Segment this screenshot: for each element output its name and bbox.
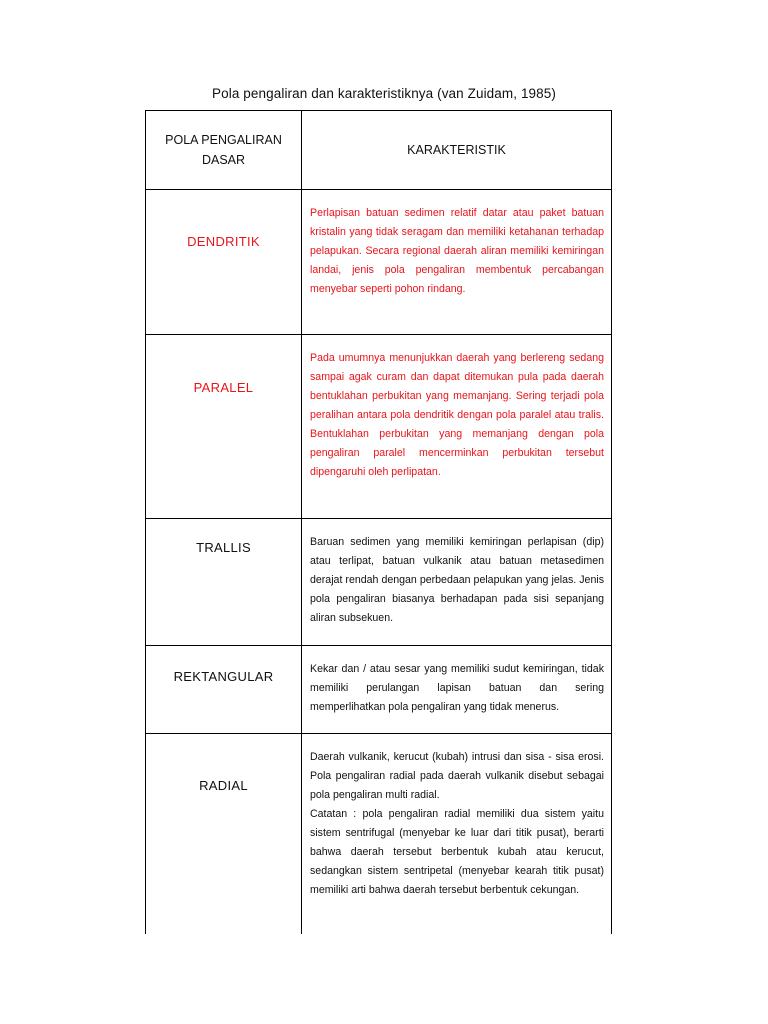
radial-description-text: Daerah vulkanik, kerucut (kubah) intrusi dan sisa - sisa erosi. Pola pengaliran radial pada daerah vulkanik disebut sebagai pola pengaliran multi radial.	[310, 751, 604, 801]
pattern-name-dendritik: DENDRITIK	[146, 190, 302, 335]
table-row	[146, 190, 612, 335]
pattern-description-dendritik: Perlapisan batuan sedimen relatif datar atau paket batuan kristalin yang tidak seragam dan memiliki ketahanan terhadap pelapukan. Secara regional daerah aliran memiliki kemiringan landai, jenis pola pengaliran membentuk percabangan menyebar seperti pohon rindang.	[302, 190, 612, 335]
drainage-pattern-table	[145, 110, 612, 934]
pattern-name-rektangular: REKTANGULAR	[146, 646, 302, 734]
table-row	[146, 646, 612, 734]
header-characteristic: KARAKTERISTIK	[302, 111, 612, 190]
radial-note-text: Catatan : pola pengaliran radial memiliki dua sistem yaitu sistem sentrifugal (menyebar ke luar dari titik pusat), berarti bahwa daerah tersebut berbentuk kubah atau kerucut, sedangkan sistem sentripetal (menyebar kearah titik pusat) memiliki arti bahwa daerah tersebut berbentuk cekungan.	[310, 808, 604, 896]
header-pattern: POLA PENGALIRAN DASAR	[146, 111, 302, 190]
table-row	[146, 734, 612, 934]
pattern-description-trallis: Baruan sedimen yang memiliki kemiringan perlapisan (dip) atau terlipat, batuan vulkanik atau batuan metasedimen derajat rendah dengan perbedaan pelapukan yang jelas. Jenis pola pengaliran biasanya berhadapan pada sisi sepanjang aliran subsekuen.	[302, 519, 612, 646]
table-row	[146, 519, 612, 646]
pattern-name-radial: RADIAL	[146, 734, 302, 934]
table-row	[146, 335, 612, 519]
pattern-description-paralel: Pada umumnya menunjukkan daerah yang berlereng sedang sampai agak curam dan dapat ditemukan pula pada daerah bentuklahan perbukitan yang memanjang. Sering terjadi pola peralihan antara pola dendritik dengan pola paralel atau tralis. Bentuklahan perbukitan yang memanjang dengan pola pengaliran paralel mencerminkan perbukitan tersebut dipengaruhi oleh perlipatan.	[302, 335, 612, 519]
pattern-description-radial	[302, 734, 612, 934]
document-title: Pola pengaliran dan karakteristiknya (van Zuidam, 1985)	[212, 86, 556, 101]
pattern-name-trallis: TRALLIS	[146, 519, 302, 646]
table-header-row	[146, 111, 612, 190]
pattern-description-rektangular: Kekar dan / atau sesar yang memiliki sudut kemiringan, tidak memiliki perulangan lapisan batuan dan sering memperlihatkan pola pengaliran yang tidak menerus.	[302, 646, 612, 734]
pattern-name-paralel: PARALEL	[146, 335, 302, 519]
